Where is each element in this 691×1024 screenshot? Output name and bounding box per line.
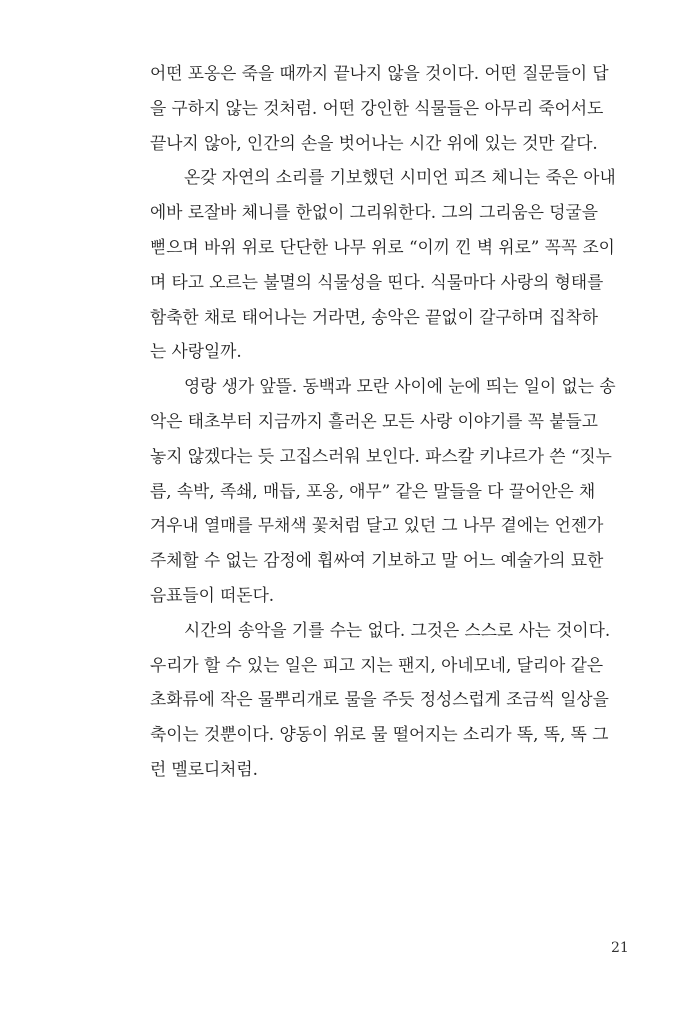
text-line: 악은 태초부터 지금까지 흘러온 모든 사랑 이야기를 꼭 붙들고 <box>150 410 598 431</box>
text-line: 뻗으며 바위 위로 단단한 나무 위로 “이끼 낀 벽 위로” 꼭꼭 조이 <box>150 236 615 257</box>
text-line: 초화류에 작은 물뿌리개로 물을 주듯 정성스럽게 조금씩 일상을 <box>150 689 609 710</box>
text-line: 놓지 않겠다는 듯 고집스러워 보인다. 파스칼 키냐르가 쓴 “짓누 <box>150 445 612 466</box>
text-line: 을 구하지 않는 것처럼. 어떤 강인한 식물들은 아무리 죽어서도 <box>150 97 604 118</box>
page-number: 21 <box>611 940 629 956</box>
text-line: 음표들이 떠돈다. <box>150 584 275 605</box>
text-line: 시간의 송악을 기를 수는 없다. 그것은 스스로 사는 것이다. <box>184 619 611 640</box>
text-line: 축이는 것뿐이다. 양동이 위로 물 떨어지는 소리가 똑, 똑, 똑 그 <box>150 724 609 745</box>
text-line: 끝나지 않아, 인간의 손을 벗어나는 시간 위에 있는 것만 같다. <box>150 132 598 153</box>
text-line: 온갖 자연의 소리를 기보했던 시미언 피즈 체니는 죽은 아내 <box>184 167 616 188</box>
text-line: 런 멜로디처럼. <box>150 758 258 779</box>
text-line: 우리가 할 수 있는 일은 피고 지는 팬지, 아네모네, 달리아 같은 <box>150 654 604 675</box>
body-text <box>150 56 650 787</box>
text-line: 는 사랑일까. <box>150 341 242 362</box>
text-line: 어떤 포옹은 죽을 때까지 끝나지 않을 것이다. 어떤 질문들이 답 <box>150 63 609 83</box>
text-line: 영랑 생가 앞뜰. 동백과 모란 사이에 눈에 띄는 일이 없는 송 <box>184 376 616 397</box>
text-line: 름, 속박, 족쇄, 매듭, 포옹, 애무” 같은 말들을 다 끌어안은 채 <box>150 480 596 501</box>
text-line: 며 타고 오르는 불멸의 식물성을 띤다. 식물마다 사랑의 형태를 <box>150 271 604 292</box>
text-line: 겨우내 열매를 무채색 꽃처럼 달고 있던 그 나무 곁에는 언젠가 <box>150 515 604 536</box>
text-line: 에바 로잘바 체니를 한없이 그리워한다. 그의 그리움은 덩굴을 <box>150 202 598 223</box>
text-line: 주체할 수 없는 감정에 휩싸여 기보하고 말 어느 예술가의 묘한 <box>150 550 604 571</box>
text-line: 함축한 채로 태어나는 거라면, 송악은 끝없이 갈구하며 집착하 <box>150 306 598 327</box>
